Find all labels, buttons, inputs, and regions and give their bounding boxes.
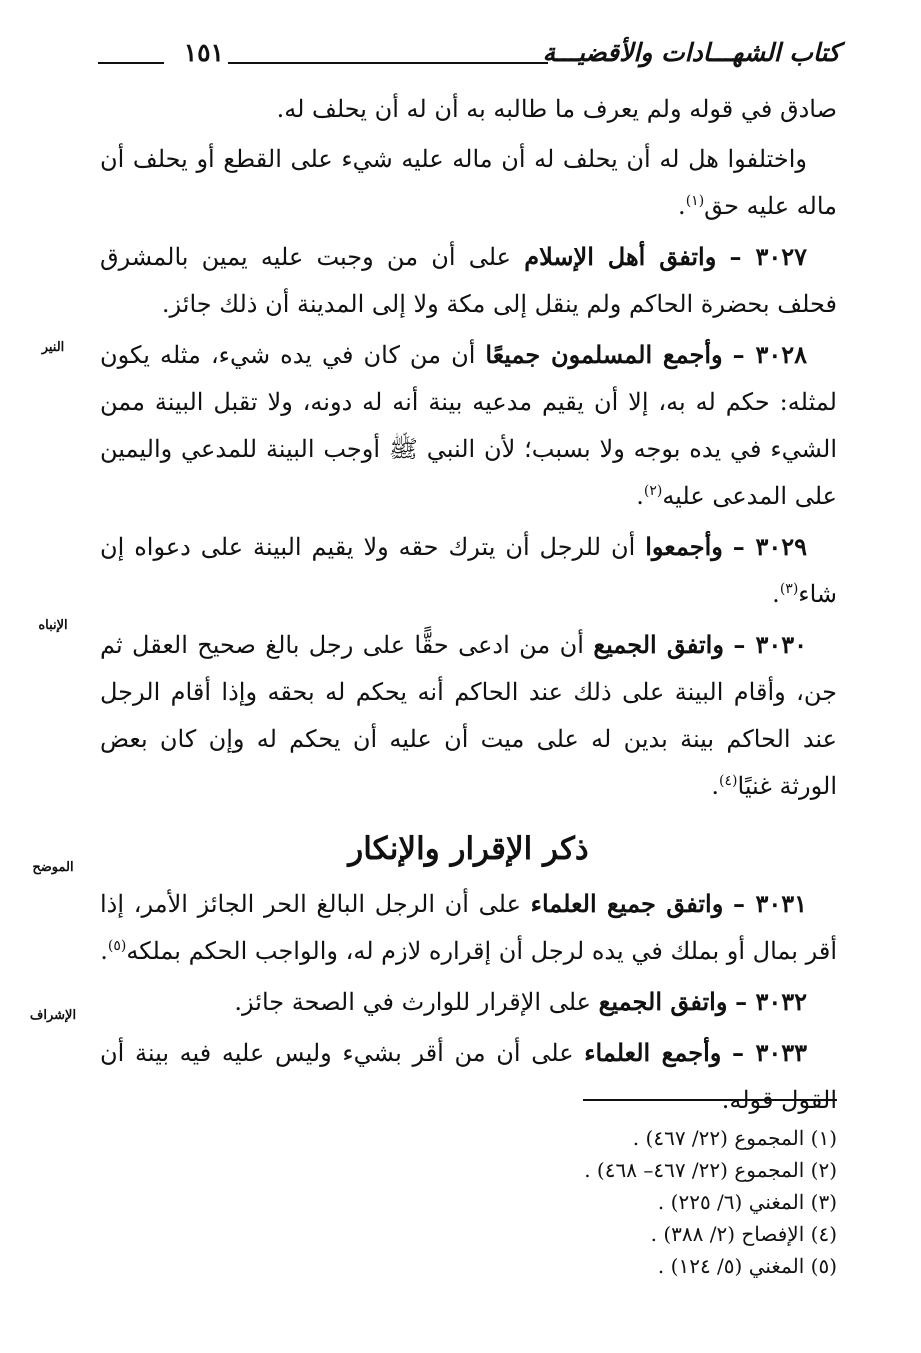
paragraph-text: صادق في قوله ولم يعرف ما طالبه به أن له أن يحلف له. — [276, 95, 837, 123]
main-text — [100, 86, 837, 1127]
numbered-paragraph — [100, 978, 837, 1026]
paragraph — [100, 86, 837, 133]
entry-lead: واتفق جميع العلماء — [530, 889, 724, 918]
section-heading: ذكر الإقرار والإنكار — [348, 831, 589, 867]
footnote: (١) المجموع (٢٢/ ٤٦٧) . — [632, 1126, 837, 1150]
paragraph-text: على الإقرار للوارث في الصحة جائز. — [234, 988, 599, 1016]
paragraph-text: على أن من وجبت عليه يمين بالمشرق فحلف بحضرة الحاكم ولم ينقل إلى مكة ولا إلى المدينة أن ذلك جائز. — [100, 243, 837, 318]
footnote-ref: (١) — [685, 193, 705, 209]
entry-lead: وأجمعوا — [645, 532, 723, 561]
entry-number: ٣٠٣٠ – — [733, 630, 807, 659]
margin-source-tag: الموضح — [32, 860, 74, 875]
footnote-ref: (٣) — [779, 581, 799, 597]
footnote: (٢) المجموع (٢٢/ ٤٦٧– ٤٦٨) . — [584, 1158, 837, 1182]
entry-number: ٣٠٢٨ – — [732, 340, 807, 369]
margin-source-tag: النير — [41, 340, 65, 355]
paragraph-text: على أن الرجل البالغ الحر الجائز الأمر، إذا أقر بمال أو بملك في يده لرجل أن إقراره لازم له، والواجب الحكم بملكه — [100, 890, 837, 965]
footnotes — [100, 1122, 837, 1282]
entry-number: ٣٠٣٣ – — [732, 1038, 807, 1067]
entry-lead: واتفق الجميع — [593, 630, 724, 659]
entry-lead: وأجمع المسلمون جميعًا — [485, 340, 723, 369]
entry-number: ٣٠٣١ – — [733, 889, 808, 918]
entry-lead: واتفق أهل الإسلام — [524, 242, 717, 271]
paragraph-text: أن من كان في يده شيء، مثله يكون لمثله: حكم له به، إلا أن يقيم مدعيه بينة أنه له دونه، ولا تقبل البينة ممن الشيء في يده بوجه ولا بسبب؛ لأن النبي ﷺ أوجب البينة للمدعي واليمين على المدعى عليه — [100, 341, 837, 510]
numbered-paragraph — [100, 233, 837, 328]
entry-lead: وأجمع العلماء — [584, 1038, 722, 1067]
paragraph-text: أن من ادعى حقًّا على رجل بالغ صحيح العقل ثم جن، وأقام البينة على ذلك عند الحاكم أنه يحكم له بحقه وإذا أقام الرجل عند الحاكم بينة بدين له على ميت أن عليه أن يحكم له وإن كان بعض الورثة غنيًا — [100, 631, 837, 800]
header-rule-short — [98, 62, 164, 64]
footnote-ref: (٢) — [643, 483, 663, 499]
margin-source-tag: الإشراف — [29, 1008, 77, 1023]
paragraph: واختلفوا هل له أن يحلف له أن ماله عليه شيء على القطع أو يحلف أن ماله عليه حق$^{(١)}$. — [100, 145, 837, 220]
footnote-separator — [583, 1099, 837, 1101]
paragraph-text: على أن من أقر بشيء وليس عليه فيه بينة أن القول قوله. — [100, 1039, 837, 1114]
numbered-paragraph — [100, 1029, 837, 1124]
numbered-paragraph: ٣٠٢٨ – وأجمع المسلمون جميعًا أن من كان في يده شيء، مثله يكون لمثله: حكم له به، إلا أن يقيم مدعيه بينة أنه له دونه، ولا تقبل البينة ممن الشيء في يده بوجه ولا بسبب؛ لأن النبي ﷺ أوجب البينة للمدعي واليمين على المدعى عليه$^{(٢)}$. — [100, 340, 837, 510]
numbered-paragraph: ٣٠٣١ – واتفق جميع العلماء على أن الرجل البالغ الحر الجائز الأمر، إذا أقر بمال أو بملك في يده لرجل أن إقراره لازم له، والواجب الحكم بملكه$^{(٥)}$. — [100, 889, 837, 965]
entry-number: ٣٠٢٧ – — [729, 242, 808, 271]
page-number: ١٥١ — [183, 38, 224, 67]
numbered-paragraph: ٣٠٣٠ – واتفق الجميع أن من ادعى حقًّا على رجل بالغ صحيح العقل ثم جن، وأقام البينة على ذلك عند الحاكم أنه يحكم له بحقه وإذا أقام الرجل عند الحاكم بينة بدين له على ميت أن عليه أن يحكم له وإن كان بعض الورثة غنيًا$^{(٤)}$. — [100, 630, 837, 800]
paragraph-text: واختلفوا هل له أن يحلف له أن ماله عليه شيء على القطع أو يحلف أن ماله عليه حق — [100, 145, 837, 220]
header-rule — [228, 62, 548, 64]
footnote: (٥) المغني (٥/ ١٢٤) . — [657, 1254, 837, 1278]
entry-number: ٣٠٢٩ – — [732, 532, 807, 561]
footnote-ref: (٥) — [107, 938, 127, 954]
numbered-paragraph: ٣٠٢٩ – وأجمعوا أن للرجل أن يترك حقه ولا يقيم البينة على دعواه إن شاء$^{(٣)}$. — [100, 532, 837, 608]
entry-lead: واتفق الجميع — [598, 987, 728, 1016]
footnote: (٤) الإفصاح (٢/ ٣٨٨) . — [650, 1222, 837, 1246]
footnote: (٣) المغني (٦/ ٢٢٥) . — [657, 1190, 837, 1214]
running-title: كتاب الشهـــادات والأقضيـــة — [542, 38, 840, 67]
footnote-ref: (٤) — [719, 773, 738, 789]
paragraph-text: أن للرجل أن يترك حقه ولا يقيم البينة على دعواه إن شاء — [100, 533, 837, 608]
entry-number: ٣٠٣٢ – — [735, 987, 807, 1016]
page-header — [100, 34, 840, 78]
margin-source-tag: الإنباه — [38, 618, 68, 633]
